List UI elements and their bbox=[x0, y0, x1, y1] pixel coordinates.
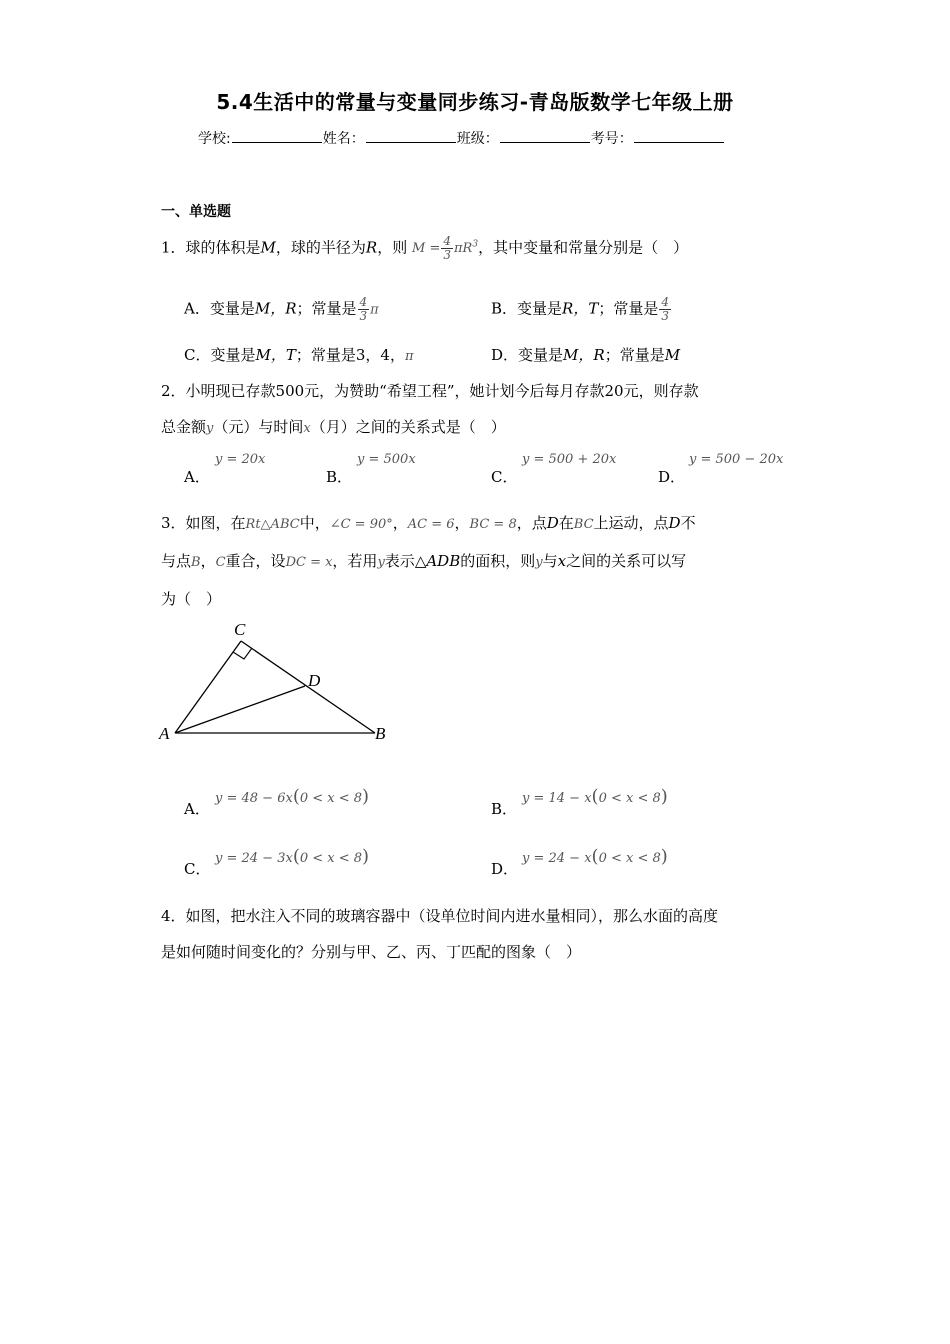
label-d: D bbox=[308, 671, 321, 690]
name-blank[interactable] bbox=[366, 130, 456, 143]
option-label: B．变量是 bbox=[491, 299, 563, 318]
option-label: A．变量是 bbox=[184, 299, 255, 318]
q2-option-a-label[interactable]: A． bbox=[184, 468, 210, 486]
q2-option-c-expr: y = 500 + 20x bbox=[522, 452, 617, 467]
triangle-figure bbox=[150, 615, 400, 750]
q1-text: ，其中变量和常量分别是（ ） bbox=[478, 238, 689, 257]
q3-option-a-expr: y = 48 − 6x(0 < x < 8) bbox=[215, 786, 370, 807]
class-blank[interactable] bbox=[500, 130, 590, 143]
q2-option-b-expr: y = 500x bbox=[357, 452, 416, 467]
expr: y = 14 − x bbox=[522, 791, 592, 806]
expr: y = 24 − x bbox=[522, 851, 592, 866]
range: 0 < x < 8 bbox=[598, 851, 661, 866]
q3-option-a-label[interactable]: A． bbox=[184, 800, 210, 818]
formula-lhs: M = bbox=[412, 241, 441, 257]
var-y: y bbox=[206, 421, 214, 436]
q1-option-b[interactable] bbox=[491, 296, 672, 323]
q3-text: 与点 bbox=[161, 552, 192, 570]
q3-text: 与 bbox=[542, 552, 558, 570]
fraction-numerator: 4 bbox=[443, 234, 451, 249]
formula-exponent: 3 bbox=[472, 240, 479, 250]
q3-text: 中， bbox=[299, 514, 330, 532]
option-text: ；常量是 bbox=[598, 299, 659, 318]
q3-text: ， bbox=[200, 552, 216, 570]
exam-no-label: 考号： bbox=[590, 131, 633, 147]
q1-text: 1．球的体积是 bbox=[161, 238, 261, 257]
q2-text: 总金额 bbox=[161, 418, 207, 436]
fraction-denominator: 3 bbox=[443, 248, 451, 263]
q3-text: 重合，设 bbox=[225, 552, 286, 570]
q3-math: BC bbox=[573, 517, 594, 532]
option-vars: M，T bbox=[255, 346, 296, 364]
q3-math: ∠C = 90° bbox=[329, 517, 393, 532]
student-info-line bbox=[198, 128, 725, 148]
right-angle-mark bbox=[233, 648, 252, 659]
q3-stem-line2 bbox=[161, 550, 686, 574]
option-var-m: M bbox=[664, 346, 681, 364]
fraction-denominator: 3 bbox=[661, 309, 669, 323]
school-blank[interactable] bbox=[232, 130, 322, 143]
segment-ad bbox=[175, 686, 305, 733]
q4-stem-line1: 4．如图，把水注入不同的玻璃容器中（设单位时间内进水量相同），那么水面的高度 bbox=[161, 907, 719, 925]
q3-math: DC = x bbox=[285, 555, 333, 570]
q3-math: BC = 8 bbox=[469, 517, 517, 532]
pi-symbol: π bbox=[370, 302, 379, 318]
name-label: 姓名： bbox=[322, 131, 365, 147]
q3-var: D bbox=[546, 514, 559, 532]
q3-option-d-label[interactable]: D． bbox=[491, 860, 519, 878]
expr: y = 24 − 3x bbox=[215, 851, 293, 866]
q1-option-d[interactable] bbox=[491, 344, 680, 366]
var-x: x bbox=[303, 421, 311, 436]
q3-text: 不 bbox=[680, 514, 696, 532]
q3-stem-line1 bbox=[161, 512, 696, 536]
label-b: B bbox=[375, 724, 386, 743]
option-label: D．变量是 bbox=[491, 346, 564, 364]
q2-option-b-label[interactable]: B． bbox=[326, 468, 353, 486]
fraction bbox=[659, 296, 671, 323]
q3-stem-line3: 为（ ） bbox=[161, 590, 222, 608]
option-text: ；常量是3，4， bbox=[295, 346, 405, 364]
q3-text: ， bbox=[454, 514, 470, 532]
q3-option-b-expr: y = 14 − x(0 < x < 8) bbox=[522, 786, 668, 807]
q3-text: ， bbox=[392, 514, 408, 532]
exam-no-blank[interactable] bbox=[634, 130, 724, 143]
range: 0 < x < 8 bbox=[299, 851, 363, 866]
fraction-numerator: 4 bbox=[359, 295, 368, 309]
q2-text: （月）之间的关系式是（ ） bbox=[310, 418, 506, 436]
q2-option-d-label[interactable]: D． bbox=[658, 468, 686, 486]
q3-option-c-expr: y = 24 − 3x(0 < x < 8) bbox=[215, 846, 370, 867]
q3-math: y bbox=[535, 555, 543, 570]
side-ac bbox=[175, 641, 241, 733]
section-heading: 一、单选题 bbox=[161, 204, 231, 220]
q3-option-c-label[interactable]: C． bbox=[184, 860, 211, 878]
q4-stem-line2: 是如何随时间变化的？分别与甲、乙、丙、丁匹配的图象（ ） bbox=[161, 943, 582, 961]
q1-formula bbox=[412, 234, 479, 263]
q3-text: ，点 bbox=[516, 514, 547, 532]
q3-math: B bbox=[191, 555, 201, 570]
q2-stem-line2 bbox=[161, 416, 506, 440]
q2-option-a-expr: y = 20x bbox=[215, 452, 266, 467]
q1-var-m: M bbox=[260, 238, 276, 257]
q3-text: 的面积，则 bbox=[460, 552, 536, 570]
option-vars: R，T bbox=[562, 299, 599, 318]
q3-text: 上运动，点 bbox=[593, 514, 669, 532]
fraction-denominator: 3 bbox=[359, 309, 368, 323]
q1-option-c[interactable] bbox=[184, 344, 414, 368]
option-label: C．变量是 bbox=[184, 346, 256, 364]
option-text: ；常量是 bbox=[604, 346, 665, 364]
q3-text: ，若用 bbox=[332, 552, 378, 570]
q3-math: Rt△ABC bbox=[245, 517, 300, 532]
q1-stem bbox=[161, 234, 688, 262]
q3-text: 之间的关系可以写 bbox=[566, 552, 687, 570]
q3-text: 3．如图，在 bbox=[161, 514, 246, 532]
fraction-numerator: 4 bbox=[661, 295, 669, 309]
range: 0 < x < 8 bbox=[598, 791, 661, 806]
label-c: C bbox=[234, 620, 246, 639]
formula-rhs: πR bbox=[454, 241, 473, 257]
q3-math: y bbox=[377, 555, 385, 570]
label-a: A bbox=[159, 724, 170, 743]
option-vars: M，R bbox=[563, 346, 605, 364]
class-label: 班级： bbox=[456, 131, 499, 147]
q2-option-d-expr: y = 500 − 20x bbox=[689, 452, 784, 467]
q3-var: x bbox=[557, 552, 567, 570]
option-text: ；常量是 bbox=[296, 299, 357, 318]
q3-option-b-label[interactable]: B． bbox=[491, 800, 518, 818]
q3-var: △ADB bbox=[414, 552, 461, 570]
pi-symbol: π bbox=[404, 349, 414, 364]
q3-text: 在 bbox=[558, 514, 574, 532]
q1-var-r: R bbox=[365, 238, 378, 257]
q1-text: ，球的半径为 bbox=[275, 238, 366, 257]
fraction bbox=[441, 235, 453, 262]
q2-stem-line1: 2．小明现已存款500元，为赞助“希望工程”，她计划今后每月存款20元，则存款 bbox=[161, 382, 699, 400]
option-vars: M，R bbox=[254, 299, 297, 318]
q3-option-d-expr: y = 24 − x(0 < x < 8) bbox=[522, 846, 668, 867]
q2-option-c-label[interactable]: C． bbox=[491, 468, 518, 486]
q3-math: AC = 6 bbox=[407, 517, 455, 532]
range: 0 < x < 8 bbox=[299, 791, 363, 806]
q3-text: 表示 bbox=[384, 552, 415, 570]
q1-text: ，则 bbox=[377, 238, 408, 257]
q3-math: C bbox=[215, 555, 226, 570]
q1-option-a[interactable] bbox=[184, 296, 379, 323]
q3-var: D bbox=[668, 514, 681, 532]
fraction bbox=[358, 296, 370, 323]
school-label: 学校: bbox=[198, 131, 231, 147]
page-title: 5.4生活中的常量与变量同步练习-青岛版数学七年级上册 bbox=[216, 90, 734, 114]
q2-text: （元）与时间 bbox=[213, 418, 304, 436]
expr: y = 48 − 6x bbox=[215, 791, 293, 806]
